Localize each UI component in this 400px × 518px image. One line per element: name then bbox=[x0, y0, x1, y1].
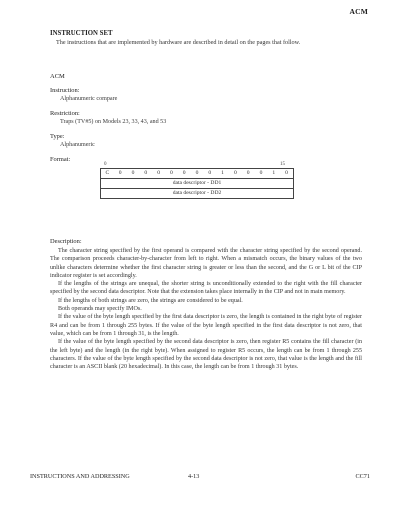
restriction-value: Traps (TV#5) on Models 23, 33, 43, and 53 bbox=[60, 119, 167, 125]
format-label: Format: bbox=[50, 156, 71, 163]
opcode-bit-row bbox=[101, 169, 293, 179]
description-paragraph: If the lengths of the strings are unequal, the shorter string is unconditionally extended to the right with the fill character specified by the second data descriptor. Note that the extension takes place internally in the CIP and not in main memory. bbox=[50, 281, 362, 296]
opcode-bit: 0 bbox=[208, 170, 212, 176]
description-paragraph: If the lengths of both strings are zero, the strings are considered to be equal. bbox=[58, 297, 243, 304]
section-intro: The instructions that are implemented by hardware are described in detail on the pages that follow. bbox=[56, 39, 301, 46]
opcode-bit: 0 bbox=[246, 170, 250, 176]
description-paragraph: The character string specified by the first operand is compared with the character string specified by the second operand. The comparison proceeds character-by-character from left to right. When a mismatch occurs, the binary values of the two unlike characters determine whether the first character string is greater or less than the second, and the G or L bit of the CIP indicator register is set accordingly. bbox=[50, 248, 362, 279]
description-label: Description: bbox=[50, 238, 82, 245]
description-paragraph: If the value of the byte length specified by the second data descriptor is zero, then register R5 contains the fill character (in the left byte) and the length (in the right byte). When assigned to register R5 occurs, the length can be from 1 through 255 characters. If the value of the byte length specified by the second data descriptor is not zero, that value is the length and the fill character is an ASCII blank (20 hexadecimal). In this case, the length can be from 1 through 31 bytes. bbox=[50, 339, 362, 371]
data-descriptor-2-row: data descriptor - DD2 bbox=[172, 190, 222, 196]
opcode-bit: 0 bbox=[182, 170, 186, 176]
opcode-bit: 0 bbox=[118, 170, 122, 176]
format-bit-end: 15 bbox=[280, 162, 285, 167]
description-paragraph: If the value of the byte length specified by the first data descriptor is zero, the length is contained in the right byte of register R4 and can be from 1 through 255 bytes. If the value of the byte length specified in the first data descriptor is not zero, that value, which can be from 1 through 31, is the length. bbox=[50, 314, 362, 337]
instruction-value: Alphanumeric compare bbox=[60, 96, 118, 102]
opcode-bit: C bbox=[105, 170, 110, 176]
opcode-bit: 0 bbox=[195, 170, 199, 176]
opcode-bit: 0 bbox=[131, 170, 135, 176]
footer-doc-code: CC71 bbox=[355, 473, 370, 480]
description-paragraph: Both operands may specify IMOs. bbox=[58, 306, 142, 313]
opcode-bit: 1 bbox=[221, 170, 224, 176]
data-descriptor-1-row: data descriptor - DD1 bbox=[101, 179, 293, 189]
opcode-bit: 0 bbox=[144, 170, 148, 176]
instruction-mnemonic: ACM bbox=[50, 73, 65, 80]
type-value: Alphanumeric bbox=[60, 142, 95, 148]
opcode-bit: 0 bbox=[259, 170, 263, 176]
description-body bbox=[50, 247, 362, 371]
opcode-bit: 0 bbox=[233, 170, 237, 176]
instruction-format-diagram bbox=[100, 168, 294, 199]
running-header: ACM bbox=[349, 7, 368, 16]
format-bit-start: 0 bbox=[104, 162, 107, 167]
section-title: INSTRUCTION SET bbox=[50, 30, 113, 37]
opcode-bit: 1 bbox=[272, 170, 276, 176]
opcode-bit: 0 bbox=[157, 170, 160, 176]
opcode-bit: 0 bbox=[169, 170, 173, 176]
opcode-bit: 0 bbox=[285, 170, 288, 176]
footer-chapter: INSTRUCTIONS AND ADDRESSING bbox=[30, 473, 130, 480]
restriction-label: Restriction: bbox=[50, 110, 80, 117]
instruction-label: Instruction: bbox=[50, 87, 80, 94]
footer-page-number: 4-13 bbox=[188, 473, 200, 480]
type-label: Type: bbox=[50, 133, 65, 140]
